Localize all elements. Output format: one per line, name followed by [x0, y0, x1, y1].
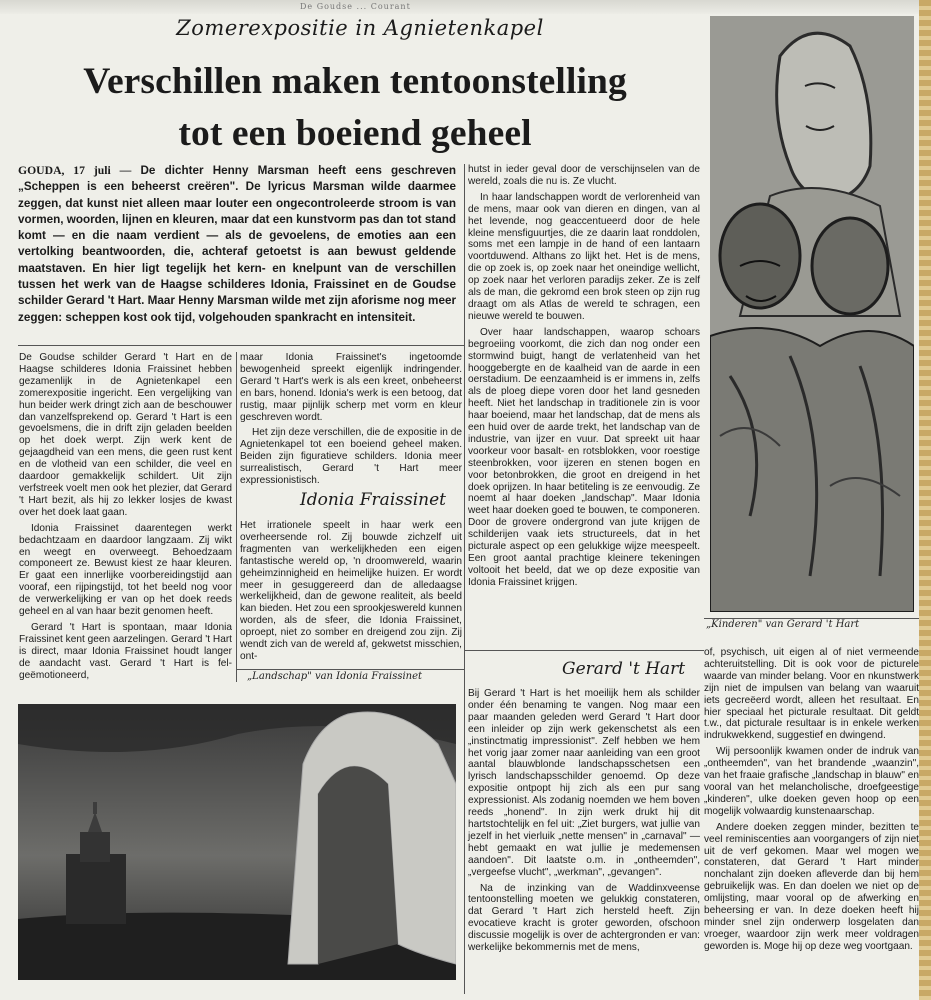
subhead-idonia: Idonia Fraissinet: [300, 490, 446, 510]
paragraph: Wij persoonlijk kwamen onder de indruk van „ontheemden", van het brandende „waanzin", van het fraaie grafische „landschap in blauw" en vooral van het melancholische, droefgeestige „kinderen", ulke doeken geven hoop op een mogelijk volwaardig kunstenaarschap.: [704, 746, 919, 817]
lead-text: De dichter Henny Marsman heeft eens geschreven „Scheppen is een beheerst creëren". De lyricus Marsman wilde daarmee zeggen, dat kunst niet alleen maar louter een ongecontroleerde stroom is van vormen, woorden, lijnen en kleuren, maar dat een kunstvorm pas dan tot stand komt — en die naam verdient — als de gevoelens, de emoties aan een vertolking beantwoorden, die, achteraf getoetst is aan bewust geldende maatstaven. En hier ligt tegelijk het kern- en knelpunt van de verschillen tussen het werk van de Haagse schilderes Idonia, Fraissinet en de Goudse schilder Gerard 't Hart. Maar Henny Marsman wilde met zijn aforisme nog meer zeggen: scheppen kost ook tijd, volgehouden spankracht en intensiteit.: [18, 164, 457, 324]
paragraph: Andere doeken zeggen minder, bezitten te veel reminiscenties aan voorgangers of zijn niet uit de verf gekomen. Maar wel mogen we constateren, dat Gerard 't Hart minder nonchalant zijn doeken afleverde dan bij hem gebruikelijk was. En dan doelen we niet op de omlijsting, maar vooral op de afwerking en beheersing er van. In deze doeken heeft hij minder snel zijn onderwerp losgelaten dan vroeger, waardoor zijn werk meer voldragen geworden is. Moge hij op deze weg voortgaan.: [704, 821, 919, 952]
caption-landscape: „Landschap" van Idonia Fraissinet: [247, 671, 423, 682]
article-kicker: Zomerexpositie in Agnietenkapel: [176, 16, 544, 40]
column-3: [468, 164, 700, 589]
article-lead: [18, 163, 456, 326]
dateline: GOUDA, 17 juli —: [18, 164, 132, 177]
column-2-continued: [240, 520, 462, 663]
photo-landschap: [18, 704, 456, 980]
newspaper-top-strip: De Goudse ... Courant: [0, 0, 931, 14]
column-2: [240, 352, 462, 487]
paragraph: maar Idonia Fraissinet's ingetoomde bewogenheid spreekt eigenlijk indringender. Gerard 't Hart's werk is als een kreet, onbeheerst en bars, honend. Idonia's werk is een betoog, dat rustig, maar pijnlijk scherp met vorm en kleur geschreven wordt.: [240, 352, 462, 423]
divider-lead: [18, 345, 464, 346]
paragraph: De Goudse schilder Gerard 't Hart en de Haagse schilderes Idonia Fraissinet hebben gezamenlijk in de Agnietenkapel een zomerexpositie ingericht. Een vergelijking van hun beider werk dringt zich aan de beschouwer dan vanzelfsprekend op. Gerard 't Hart is een gevoelsmens, die in drift zijn geladen beelden op het doek werpt. Zijn werk kent de gejaagdheid van een mens, die geen rust kent en de vlotheid van een schilder, die veel en daardoor gemakkelijk schildert. Uit zijn verfstreek voelt men ook het plezier, dat Gerard 't Hart bezit, als hij zo lekker losjes de kwast over het doek laat gaan.: [19, 352, 232, 518]
subhead-gerard: Gerard 't Hart: [562, 659, 686, 679]
paragraph: Het irrationele speelt in haar werk een overheersende rol. Zij bouwde zichzelf uit fragmenten van werkelijkheden een eigen fantastische wereld op, 'n droomwereld, waarin geheimzinnigheid en heimelijke huizen. Er wordt meer in gesuggereerd dan de alledaagse werkelijkheid, dan de gewone realiteit, als beeld kan bieden. Het zou een sprookjeswereld kunnen worden, als de sfeer, die Idonia Fraissinet, oproept, niet zo somber en dreigend zou zijn. Zij wendt zich van de wereld af, gekwetst misschien, ont-: [240, 520, 462, 662]
paragraph: In haar landschappen wordt de verlorenheid van de mens, maar ook van dieren en dingen, van al het levende, nog geaccentueerd door de hele kleine mensfiguurtjes, die ze daarin laat ronddolen, soms met een lampje in de hand of een lantaarn voortduwend. Althans zo lijkt het. Het is de mens, die op zoek is, op zoek naar het oneindige wellicht, op zoek naar het verloren paradijs zeker. Ze is zelf als de man, die gekromd een brok steen op zijn rug draagt om als Atlas de wereld te schragen, een nieuwe wereld te bouwen.: [468, 191, 700, 322]
column-1: [19, 352, 232, 681]
caption-children: „Kinderen" van Gerard 't Hart: [706, 619, 860, 630]
article-headline: [10, 56, 700, 160]
paragraph: hutst in ieder geval door de verschijnselen van de wereld, zoals die nu is. Ze vlucht.: [468, 164, 700, 187]
photo-kinderen: [710, 16, 914, 612]
caption-rule: [236, 669, 464, 670]
paragraph: Idonia Fraissinet daarentegen werkt bedachtzaam en daardoor langzaam. Zij wikt en weegt en overweegt. Behoedzaam componeert ze. Bewust kiest ze haar kleuren. Er gaat een innerlijke voorbereidingstijd aan vooraf, een rijpingstijd, tot het beeld nog voor de verwerkelijking er van op het doek reeds geheel en al van haar bezit genomen heeft.: [19, 522, 232, 618]
painting-landschap-image: [18, 704, 456, 980]
paragraph: Gerard 't Hart is spontaan, maar Idonia Fraissinet kent geen aarzelingen. Gerard 't Hart is direct, maar Idonia Fraissinet houdt langer de aandacht vast. Gerard 't Hart is fel-geëmotioneerd,: [19, 621, 232, 681]
headline-line-1: Verschillen maken tentoonstelling: [83, 61, 627, 102]
paragraph: Bij Gerard 't Hart is het moeilijk hem als schilder onder één benaming te vangen. Nog maar een paar maanden geleden werd Gerard 't Hart door een inleider op zijn werk gekenschetst als een „instinctmatig impressionist". Zelf hebben we hem het vorig jaar zomer naar aanleiding van een groot aantal blauwblonde landschapsschetsen een lyrisch landschapsschilder genoemd. Op deze expositie ontpopt hij zich als een pur sang expressionist. Als zodanig noemden we hem boven reeds „honend". In zijn werk drukt hij dit hartstochtelijk en fel uit: „Ziet burgers, wat jullie van jezelf in het vierluik „nette mensen" in „carnaval" — hebt gemaakt en wat jullie je medemensen aandoen". Dit laatste o.m. in „ontheemden", „vergeefse vlucht", „werkman", „gevangen".: [468, 688, 700, 878]
paragraph: of, psychisch, uit eigen al of niet vermeende achteruitstelling. Dit is ook voor de picturele waarde van minder belang. Voor en nkunstwerk zijn niet de impulsen van belang van waaruit iets gecreëerd wordt, alleen het resultaat. En hier speciaal het picturale resultaat. Dit geldt t.w., dat picturale resultaar is in enkele werken indrukwekkend, suggestief en dwingend.: [704, 647, 919, 742]
column-rule-1: [236, 352, 237, 682]
column-3-continued: [468, 688, 700, 954]
paragraph: Na de inzinking van de Waddinxveense tentoonstelling moeten we gelukkig constateren, dat Gerard 't Hart zich hersteld heeft. Zijn evocatieve kracht is groter geworden, ofschoon discussie mogelijk is over de achtergronden er van: werkelijke bekommernis met de mens,: [468, 882, 700, 954]
column-rule-2: [464, 164, 465, 994]
painting-kinderen-image: [710, 16, 914, 612]
paragraph: Het zijn deze verschillen, die de expositie in de Agnietenkapel tot een boeiend geheel maken. Beiden zijn figuratieve schilders. Idonia meer surrealistisch, Gerard 't Hart meer expressionistisch.: [240, 427, 462, 487]
paragraph: Over haar landschappen, waarop schoars begroeiing voorkomt, die zich dan nog onder een stormwind buigt, hangt de verlatenheid van het hooggebergte en de kaalheid van de aarde in een oerstadium. De eenzaamheid is er immens in, zelfs als de ploeg diepe voren door het land gesneden heeft. Niet het landschap in traditionele zin is voor haar boeiend, maar het landschap, dat de mens als een huid over de aarde trekt, het landschap van de industrie, van ijzer en vuur. Dat spreekt uit haar voorkeur voor basalt- en rotsblokken, voor roestige steenbrokken, voor ijzeren en stenen bogen en voor betonbrokken, die groot en dreigend in het doek oprijzen. In haar betiteling is ze eenvoudig. Ze noemt al haar doeken „landschap". Maar Idonia weet haar doeken goed te bouwen, te componeren. Door de grovere ondergrond van jute krijgen de schilderijen vaak iets structureels, dat in het picturale aspect op een gelukkige wijze meespeelt. Een groot aantal prachtige kleinere tekeningen voltooit het beeld, dat we op deze expositie van Idonia Fraissinet krijgen.: [468, 326, 700, 588]
binder-edge: [919, 0, 931, 1000]
divider-subhead-2: [464, 650, 704, 651]
headline-line-2: tot een boeiend geheel: [178, 113, 532, 154]
column-4: [704, 647, 919, 953]
